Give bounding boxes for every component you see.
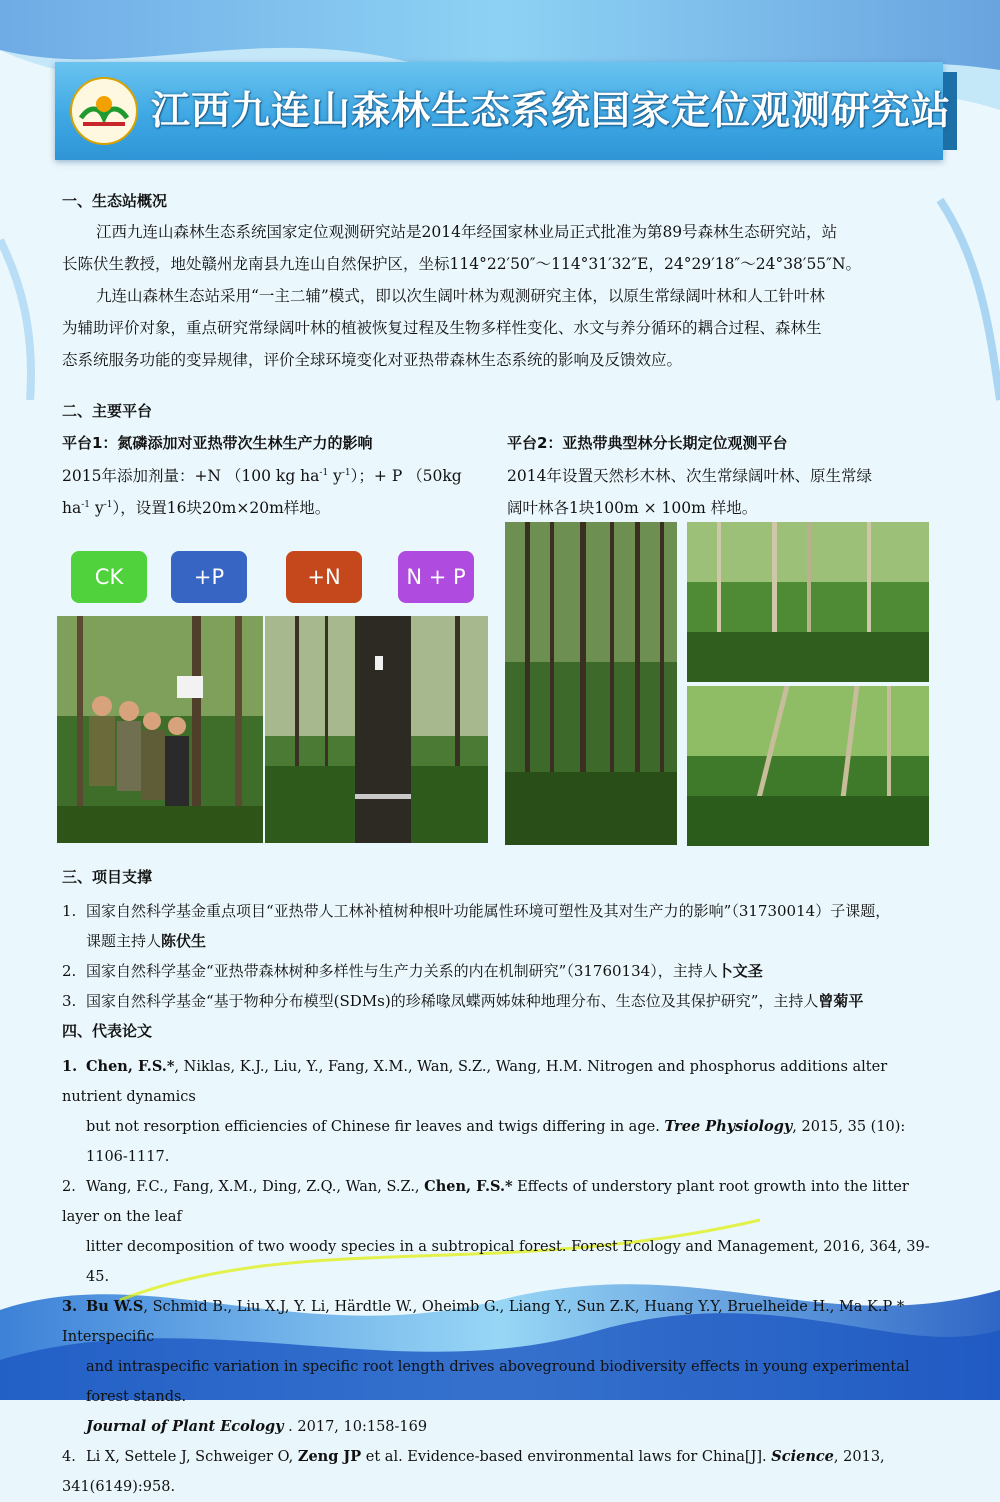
paper-author-highlight: Chen, F.S.*: [86, 1058, 175, 1075]
photo-primary-forest: [687, 686, 929, 846]
paper-item-cont: [62, 1112, 942, 1172]
para2-line3: 态系统服务功能的变异规律，评价全球环境变化对亚热带森林生态系统的影响及反馈效应。: [62, 351, 683, 369]
section3-heading: 三、项目支撑: [62, 868, 153, 886]
paper-num: 4.: [62, 1449, 76, 1465]
paper-item-cont: [62, 1232, 942, 1292]
project-pi: 卜文圣: [717, 962, 763, 980]
platform1-sup-4: -1: [103, 499, 113, 510]
section4-heading: 四、代表论文: [62, 1022, 153, 1040]
project-pi: 曾菊平: [818, 992, 864, 1010]
photo-secondary-forest: [687, 522, 929, 682]
project-num: 1.: [62, 902, 77, 920]
para2-line2: 为辅助评价对象，重点研究常绿阔叶林的植被恢复过程及生物多样性变化、水文与养分循环的耦合过程、森林生: [62, 319, 822, 337]
page-title: 江西九连山森林生态系统国家定位观测研究站: [151, 89, 952, 134]
platform1-sup-1: -1: [319, 467, 329, 478]
paper-item: [62, 1292, 942, 1352]
paper-text: , Niklas, K.J., Liu, Y., Fang, X.M., Wan, S.Z., Wang, H.M. Nitrogen and phosphorus additions alter nutrient dynamics: [62, 1059, 888, 1105]
paper-author-highlight: Zeng JP: [297, 1448, 362, 1465]
paper-item-cont: [62, 1412, 942, 1442]
paper-text: Li X, Settele J, Schweiger O,: [86, 1449, 298, 1465]
project-item: [62, 896, 942, 926]
paper-text: Wang, F.C., Fang, X.M., Ding, Z.Q., Wan, S.Z.,: [86, 1179, 425, 1195]
paper-text: , 2015, 35 (10): 1106-1117.: [86, 1119, 906, 1165]
treatment-np-label: N + P: [398, 551, 474, 603]
paper-text: , Schmid B., Liu X.J, Y. Li, Härdtle W., Oheimb G., Liang Y., Sun Z.K, Huang Y.Y, Bruelheide H., Ma K.P * Interspecific: [62, 1299, 905, 1345]
paper-text: Effects of understory plant root growth into the litter layer on the leaf: [62, 1179, 909, 1225]
photo-tree-trunk: [265, 616, 488, 843]
section1-body: [62, 216, 942, 376]
platform1-text-1: 2015年添加剂量：+N （100 kg ha: [62, 467, 320, 485]
project-text: 国家自然科学基金“基于物种分布模型(SDMs)的珍稀喙凤蝶两姊妹种地理分布、生态位及其保护研究”，主持人: [86, 992, 819, 1010]
platform1-text-6: ），设置16块20m×20m样地。: [112, 499, 331, 517]
paper-text: and intraspecific variation in specific root length drives aboveground biodiversity effects in young experimental forest stands.: [86, 1359, 910, 1405]
project-item-cont: [62, 926, 942, 956]
paper-num: 2.: [62, 1179, 76, 1195]
treatment-ck-label: CK: [71, 551, 147, 603]
platform1-desc: [62, 460, 492, 524]
para1-line1: 江西九连山森林生态系统国家定位观测研究站是2014年经国家林业局正式批准为第89号森林生态研究站，站: [96, 223, 838, 241]
project-text: 国家自然科学基金“亚热带森林树种多样性与生产力关系的内在机制研究”（31760134），主持人: [86, 962, 718, 980]
paper-journal: Science: [771, 1448, 834, 1465]
photo-chinese-fir-forest: [505, 522, 677, 845]
treatment-n-label: +N: [286, 551, 362, 603]
para1-line2: 长陈伏生教授，地处赣州龙南县九连山自然保护区，坐标114°22′50″～114°31′32″E，24°29′18″～24°38′55″N。: [62, 255, 862, 273]
platform1-text-2: y: [328, 467, 342, 485]
platform1-sup-3: -1: [81, 499, 91, 510]
paper-text: et al. Evidence-based environmental laws for China[J].: [361, 1449, 772, 1465]
project-text-cont: 课题主持人: [86, 932, 162, 950]
paper-item: [62, 1172, 942, 1232]
platform1-text-3: ）；+ P （50kg: [350, 467, 462, 485]
platform1-title: 平台1：氮磷添加对亚热带次生林生产力的影响: [62, 434, 373, 452]
paper-journal: Journal of Plant Ecology: [86, 1418, 284, 1435]
project-list: [62, 896, 942, 1016]
project-pi: 陈伏生: [161, 932, 207, 950]
project-num: 3.: [62, 992, 77, 1010]
section2-heading: 二、主要平台: [62, 402, 153, 420]
paper-text: , 2013, 341(6149):958.: [62, 1449, 885, 1495]
treatment-p-label: +P: [171, 551, 247, 603]
platform2-title: 平台2：亚热带典型林分长期定位观测平台: [507, 434, 788, 452]
paper-num: 1.: [62, 1058, 78, 1075]
para2-line1: 九连山森林生态站采用“一主二辅”模式，即以次生阔叶林为观测研究主体，以原生常绿阔叶林和人工针叶林: [96, 287, 825, 305]
paper-text: but not resorption efficiencies of Chinese fir leaves and twigs differing in age.: [86, 1119, 665, 1135]
project-text: 国家自然科学基金重点项目“亚热带人工林补植树种根叶功能属性环境可塑性及其对生产力的影响”（31730014）子课题，: [86, 902, 891, 920]
platform2-line1: 2014年设置天然杉木林、次生常绿阔叶林、原生常绿: [507, 467, 872, 485]
project-item: [62, 956, 942, 986]
paper-list: [62, 1052, 942, 1502]
paper-text: litter decomposition of two woody species in a subtropical forest. Forest Ecology and Management, 2016, 364, 39-45.: [86, 1239, 930, 1285]
paper-author-highlight: Chen, F.S.*: [424, 1178, 513, 1195]
platform1-text-4: ha: [62, 499, 82, 517]
university-logo-icon: [69, 76, 139, 146]
platform2-desc: [507, 460, 937, 524]
paper-num: 3.: [62, 1298, 78, 1315]
paper-item-cont: [62, 1352, 942, 1412]
project-num: 2.: [62, 962, 77, 980]
platform1-sup-2: -1: [341, 467, 351, 478]
paper-author-highlight: Bu W.S: [86, 1298, 144, 1315]
paper-journal: Tree Physiology: [664, 1118, 793, 1135]
platform2-line2: 阔叶林各1块100m × 100m 样地。: [507, 499, 758, 517]
project-item: [62, 986, 942, 1016]
paper-text: . 2017, 10:158-169: [283, 1419, 428, 1435]
platform1-text-5: y: [90, 499, 104, 517]
section1-heading: 一、生态站概况: [62, 192, 168, 210]
title-banner: [55, 62, 952, 160]
paper-item: [62, 1052, 942, 1112]
photo-team-in-forest: [57, 616, 263, 843]
paper-item: [62, 1442, 942, 1502]
